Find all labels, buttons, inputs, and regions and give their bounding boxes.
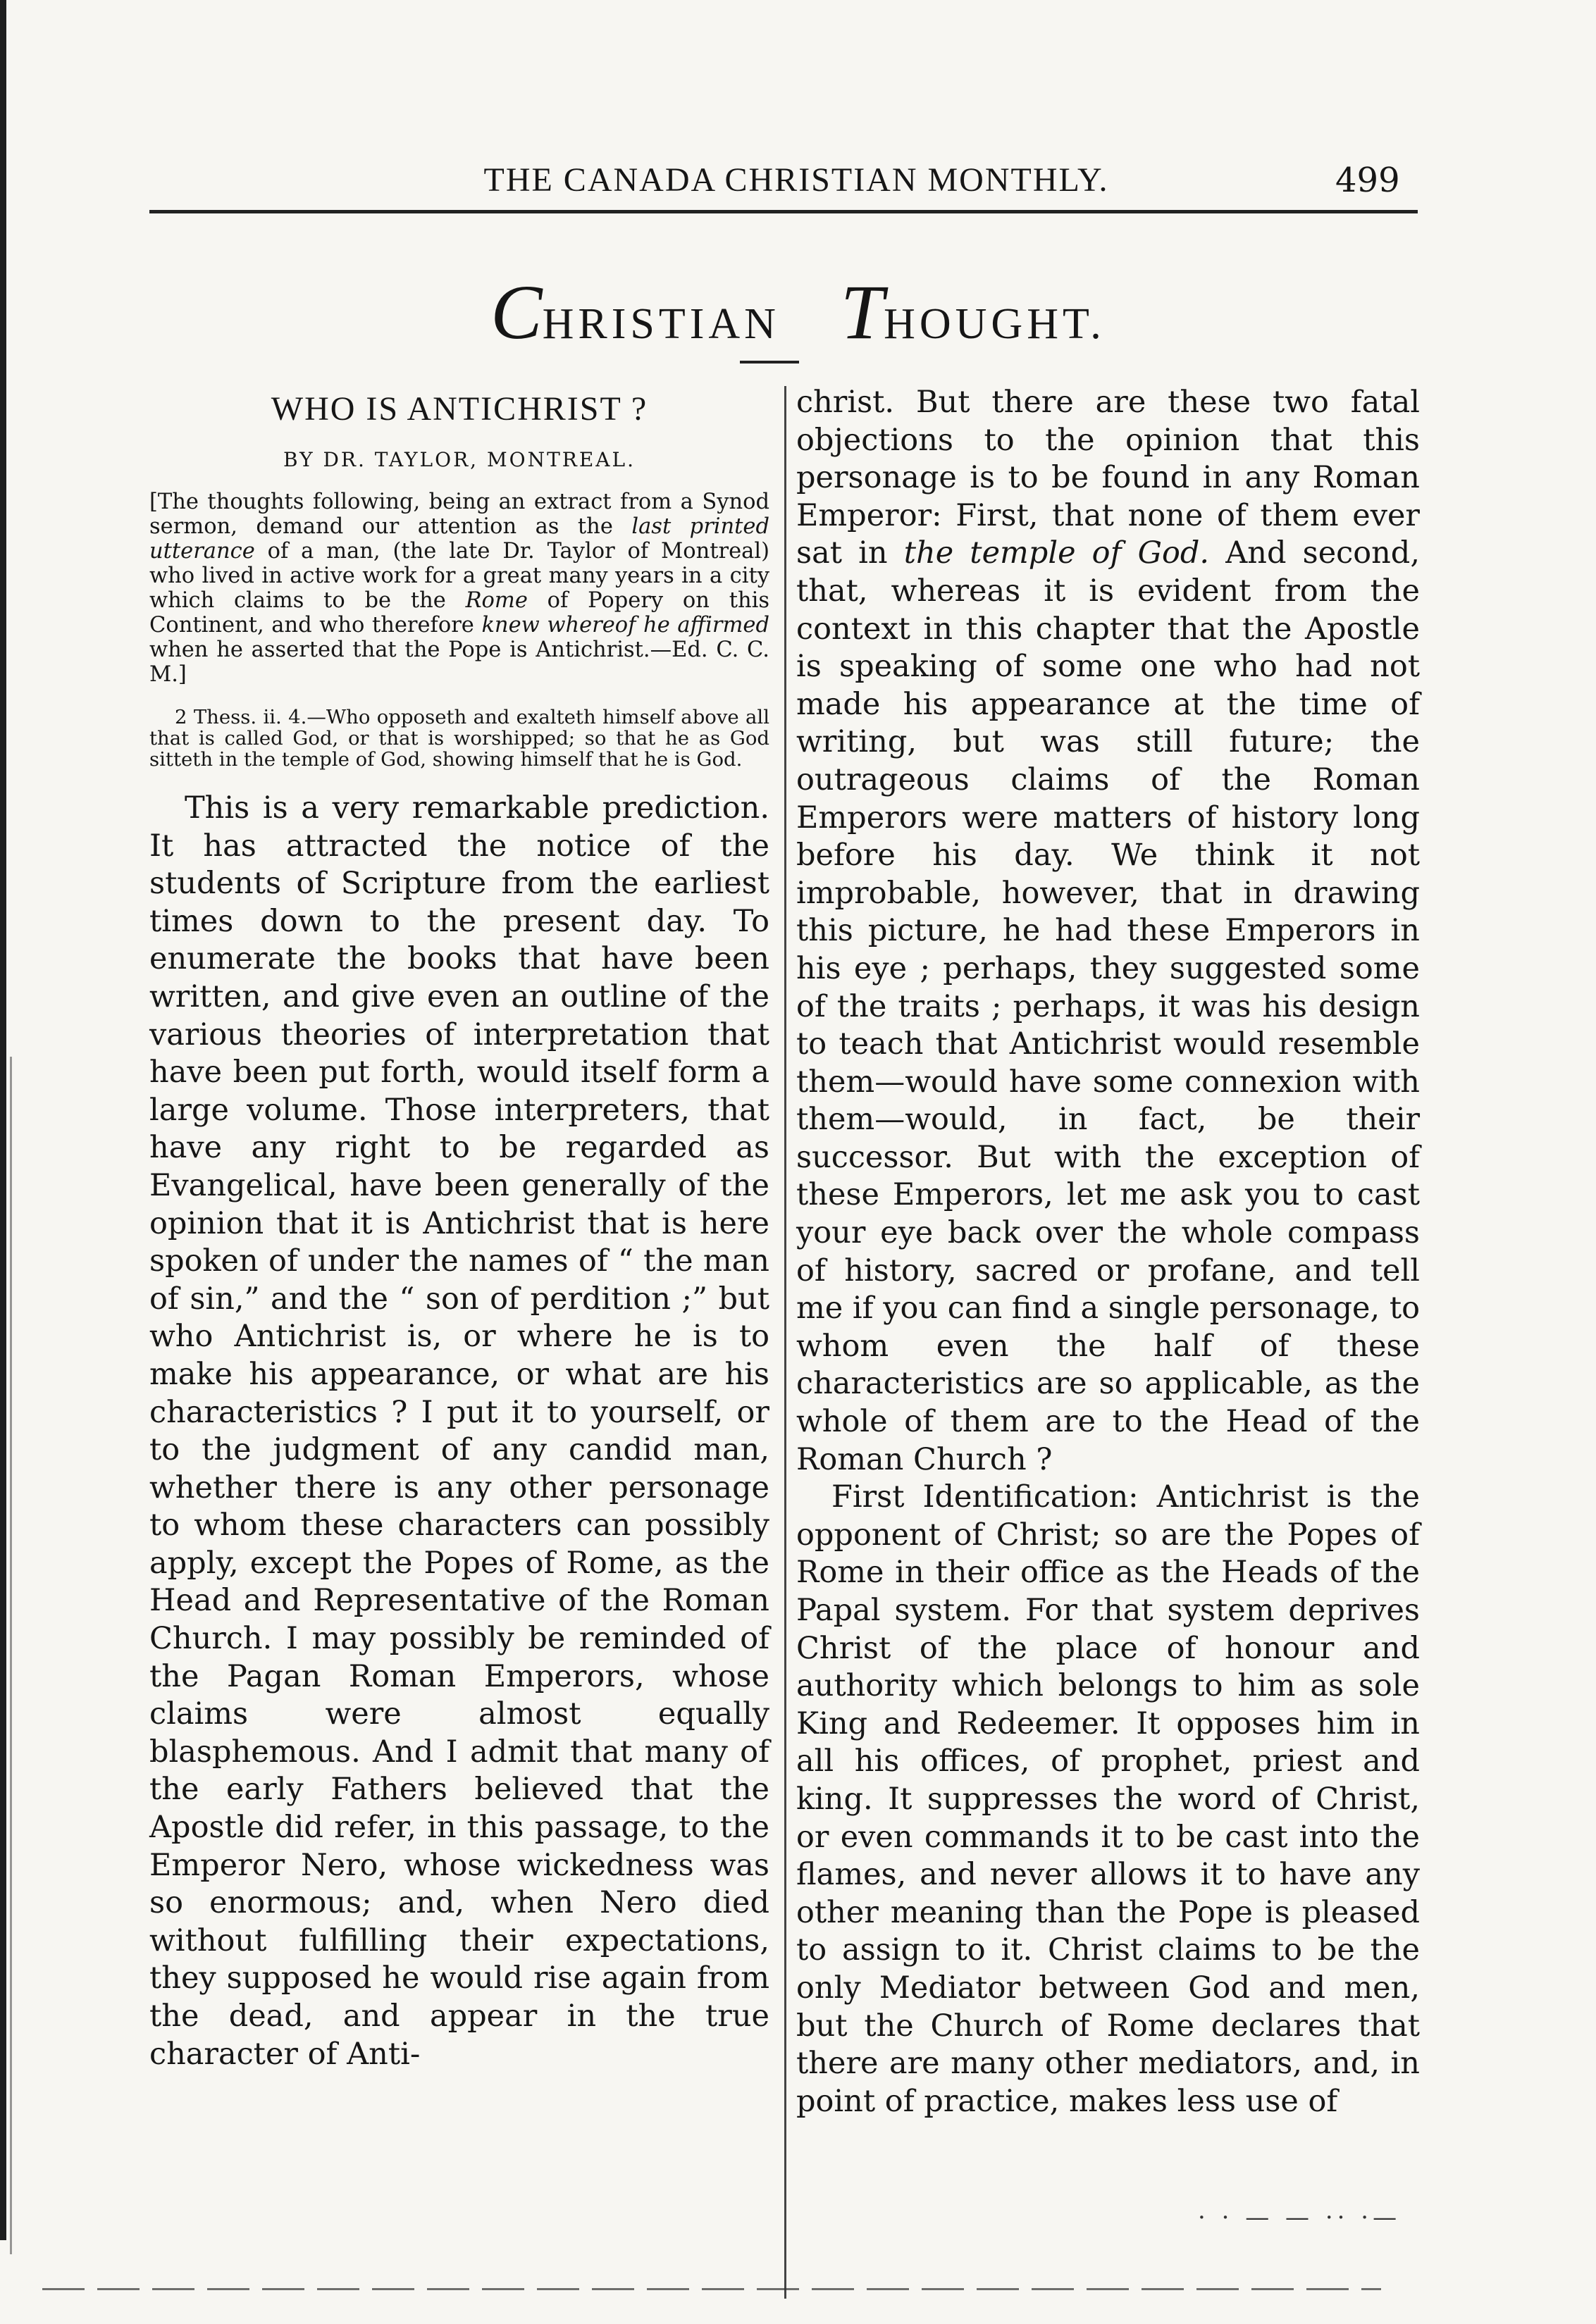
paragraph-1: This is a very remarkable prediction. It has attracted the notice of the students of Scripture from the earliest times down to the present day. To enumerate the books that have been written, and give even an outline of the various theories of interpretation that have been put forth, would itself form a large volume. Those interpreters, that have any right to be regarded as Evangelical, have been generally of the opinion that it is Antichrist that is here spoken of under the names of “ the man of sin,” and the “ son of perdition ;” but who Antichrist is, or where he is to make his appearance, or what are his characteristics ? I put it to yourself, or to the judgment of any candid man, whether there is any other personage to whom these characters can possibly apply, except the Popes of Rome, as the Head and Representative of the Roman Church. I may possibly be reminded of the Pagan Roman Emperors, whose claims were almost equally blasphemous. And I admit that many of the early Fathers believed that the Apostle did refer, in this passage, to the Emperor Nero, whose wickedness was so enormous; and, when Nero died without fulfilling their expectations, they supposed he would rise again from the dead, and appear in the true character of Anti- xyxy=(149,790,769,2072)
page-edge-shadow-secondary xyxy=(10,1057,12,2254)
paragraph-2-part-b: And second, that, whereas it is evident from the context in this chapter that the Apostle is speaking of some one who had not made his appearance at the time of writing, but was still future; the outrageous claims of the Roman Emperors were matters of history long before his day. We think it not improbable, however, that in drawing this picture, he had these Emperors in his eye ; perhaps, they suggested some of the traits ; perhaps, it was his design to teach that Antichrist would resemble them—would have some connexion with them—would, in fact, be their successor. But with the exception of these Emperors, let me ask you to cast your eye back over the whole compass of history, sacred or profane, and tell me if you can find a single personage, to whom even the half of these characteristics are so applicable, as the whole of them are to the Head of the Roman Church ? xyxy=(796,535,1421,1477)
scripture-epigraph: 2 Thess. ii. 4.—Who opposeth and exalteth himself above all that is called God, or that is worshipped; so that he as God sitteth in the temple of God, showing himself that he is God. xyxy=(149,706,769,771)
right-column xyxy=(796,384,1420,2120)
editor-note-part-b: of a man, (the late Dr. Taylor of Montreal) who lived in active work for a great many years in a city which claims to be the xyxy=(149,539,769,613)
paragraph-2-emphasis: the temple of God. xyxy=(903,535,1210,571)
paragraph-2 xyxy=(796,384,1420,1479)
left-column xyxy=(149,384,769,2073)
editor-note-emphasis-2: Rome xyxy=(465,588,528,613)
section-title-rest-1: HRISTIAN xyxy=(542,300,780,348)
running-title: THE CANADA CHRISTIAN MONTHLY. xyxy=(483,161,1109,199)
section-title-cap-1: C xyxy=(490,269,543,355)
section-title-cap-2: T xyxy=(840,269,884,355)
editor-note-part-a: [The thoughts following, being an extract from a Synod sermon, demand our attention as the xyxy=(149,490,769,539)
bottom-rule xyxy=(42,2288,1381,2290)
editor-note-part-c: of Popery on this Continent, and who therefore xyxy=(149,588,769,638)
editor-note-emphasis-3: knew whereof he affirmed xyxy=(481,613,769,638)
section-rule xyxy=(740,361,799,363)
column-divider xyxy=(784,386,786,2299)
page-number: 499 xyxy=(1335,161,1400,200)
editor-note-part-d: when he asserted that the Pope is Antichrist.—Ed. C. C. M.] xyxy=(149,638,769,687)
printer-mark: · · — — ·· ·— xyxy=(1198,2204,1402,2232)
editor-note-emphasis-1: last printed utterance xyxy=(149,514,770,564)
section-title-rest-2: HOUGHT. xyxy=(884,300,1106,348)
article-byline: BY DR. TAYLOR, MONTREAL. xyxy=(283,448,636,471)
paragraph-2-part-a: christ. But there are these two fatal objections to the opinion that this personage is to be found in any Roman Emperor: First, that none of them ever sat in xyxy=(796,385,1420,571)
editor-note xyxy=(149,490,769,687)
article-title: WHO IS ANTICHRIST ? xyxy=(271,390,648,428)
section-title xyxy=(0,268,1596,357)
running-header xyxy=(0,161,1596,210)
header-rule xyxy=(149,210,1418,213)
paragraph-3: First Identification: Antichrist is the opponent of Christ; so are the Popes of Rome in their office as the Heads of the Papal system. For that system deprives Christ of the place of honour and authority which belongs to him as sole King and Redeemer. It opposes him in all his offices, of prophet, priest and king. It suppresses the word of Christ, or even commands it to be cast into the flames, and never allows it to have any other meaning than the Pope is pleased to assign to it. Christ claims to be the only Mediator between God and men, but the Church of Rome declares that there are many other mediators, and, in point of practice, makes less use of xyxy=(796,1479,1420,2119)
